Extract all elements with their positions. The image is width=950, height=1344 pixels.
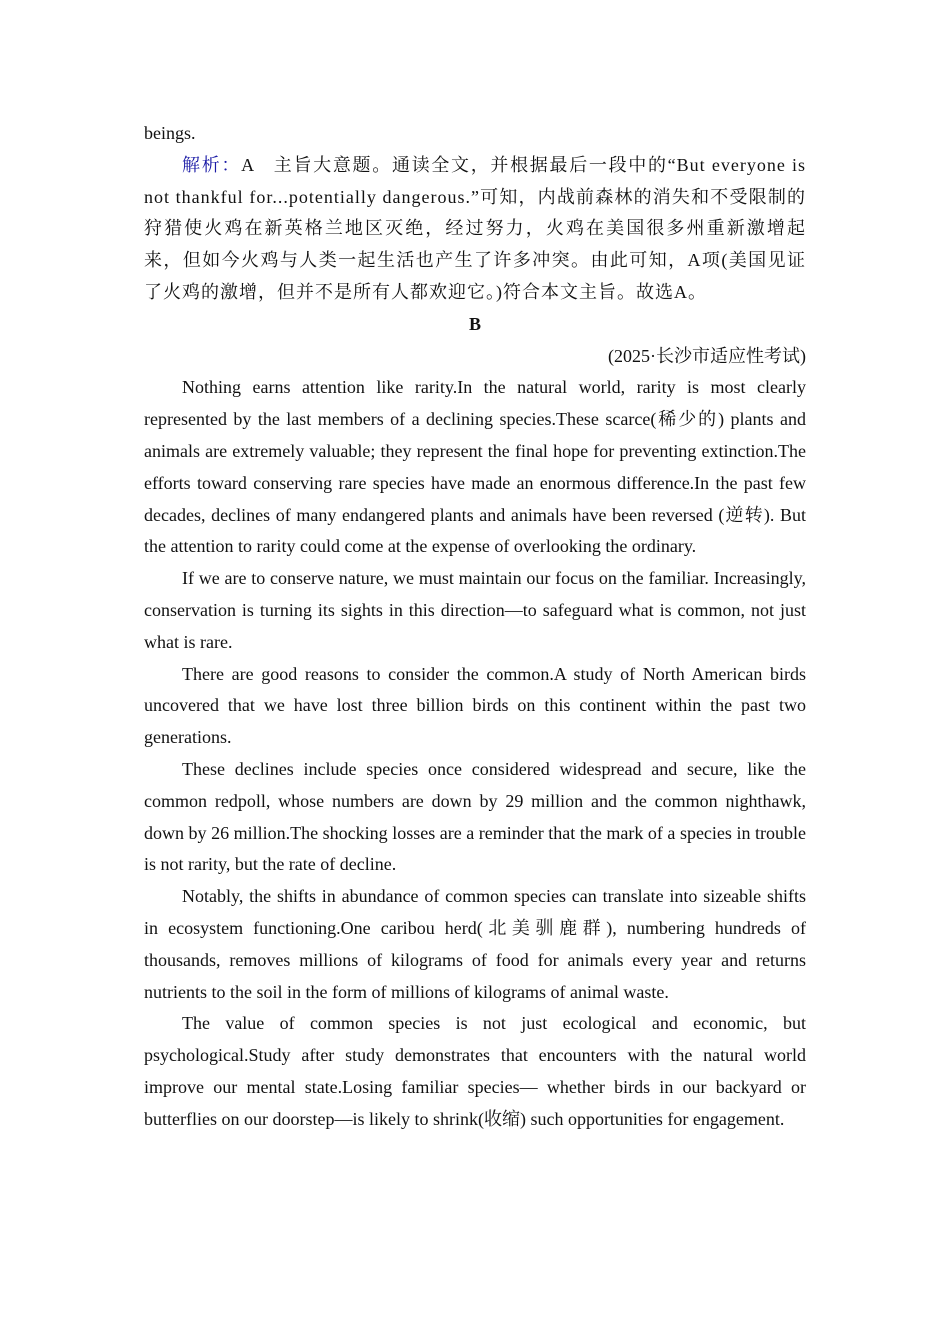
passage-paragraph-6: The value of common species is not just ecological and economic, but psychological.Study after study demonstrates that encounters with the natural world improve our mental state.Losing familiar species— whether birds in our backyard or butterflies on our doorstep—is likely to shrink(收缩) such opportunities for engagement. bbox=[144, 1013, 806, 1129]
passage-paragraph-3: There are good reasons to consider the common.A study of North American birds uncovered that we have lost three billion birds on this continent within the past two generations. bbox=[144, 663, 806, 748]
analysis-label: 解析： bbox=[182, 154, 242, 175]
section-heading: B bbox=[468, 313, 481, 334]
passage-paragraph-4: These declines include species once considered widespread and secure, like the common redpoll, whose numbers are down by 29 million and the common nighthawk, down by 26 million.The shocking losses are a reminder that the mark of a species in trouble is not rarity, but the rate of decline. bbox=[144, 758, 806, 875]
source-line: (2025·长沙市适应性考试) bbox=[608, 345, 806, 366]
analysis-text: 主旨大意题。通读全文，并根据最后一段中的“But everyone is not thankful for...potentially dangerous.”可知，内战前森林的消失和不受限制的狩猎使火鸡在新英格兰地区灭绝，经过努力，火鸡在美国很多州重新激增起来，但如今火鸡与人类一起生活也产生了许多冲突。由此可知，A项(美国见证了火鸡的激增，但并不是所有人都欢迎它。)符合本文主旨。故选A。 bbox=[144, 154, 807, 302]
passage-paragraph-2: If we are to conserve nature, we must maintain our focus on the familiar. Increasingly, conservation is turning its sights in this direction—to safeguard what is common, not just what is rare. bbox=[144, 568, 806, 652]
passage-paragraph-5: Notably, the shifts in abundance of common species can translate into sizeable shifts in ecosystem functioning.One caribou herd(北美驯鹿群), numbering hundreds of thousands, removes millions of kilograms of food for animals every year and returns nutrients to the soil in the form of millions of kilograms of animal waste. bbox=[144, 886, 806, 1002]
analysis-paragraph bbox=[144, 150, 806, 309]
passage-paragraph-1: Nothing earns attention like rarity.In the natural world, rarity is most clearly represented by the last members of a declining species.These scarce(稀少的) plants and animals are extremely valuable; they represent the final hope for preventing extinction.The efforts toward conserving rare species have made an enormous difference.In the past few decades, declines of many endangered plants and animals have been reversed (逆转). But the attention to rarity could come at the expense of overlooking the ordinary. bbox=[144, 377, 806, 557]
previous-passage-tail: beings. bbox=[144, 123, 196, 143]
document-page bbox=[144, 118, 806, 1136]
answer-choice: A bbox=[241, 154, 256, 175]
